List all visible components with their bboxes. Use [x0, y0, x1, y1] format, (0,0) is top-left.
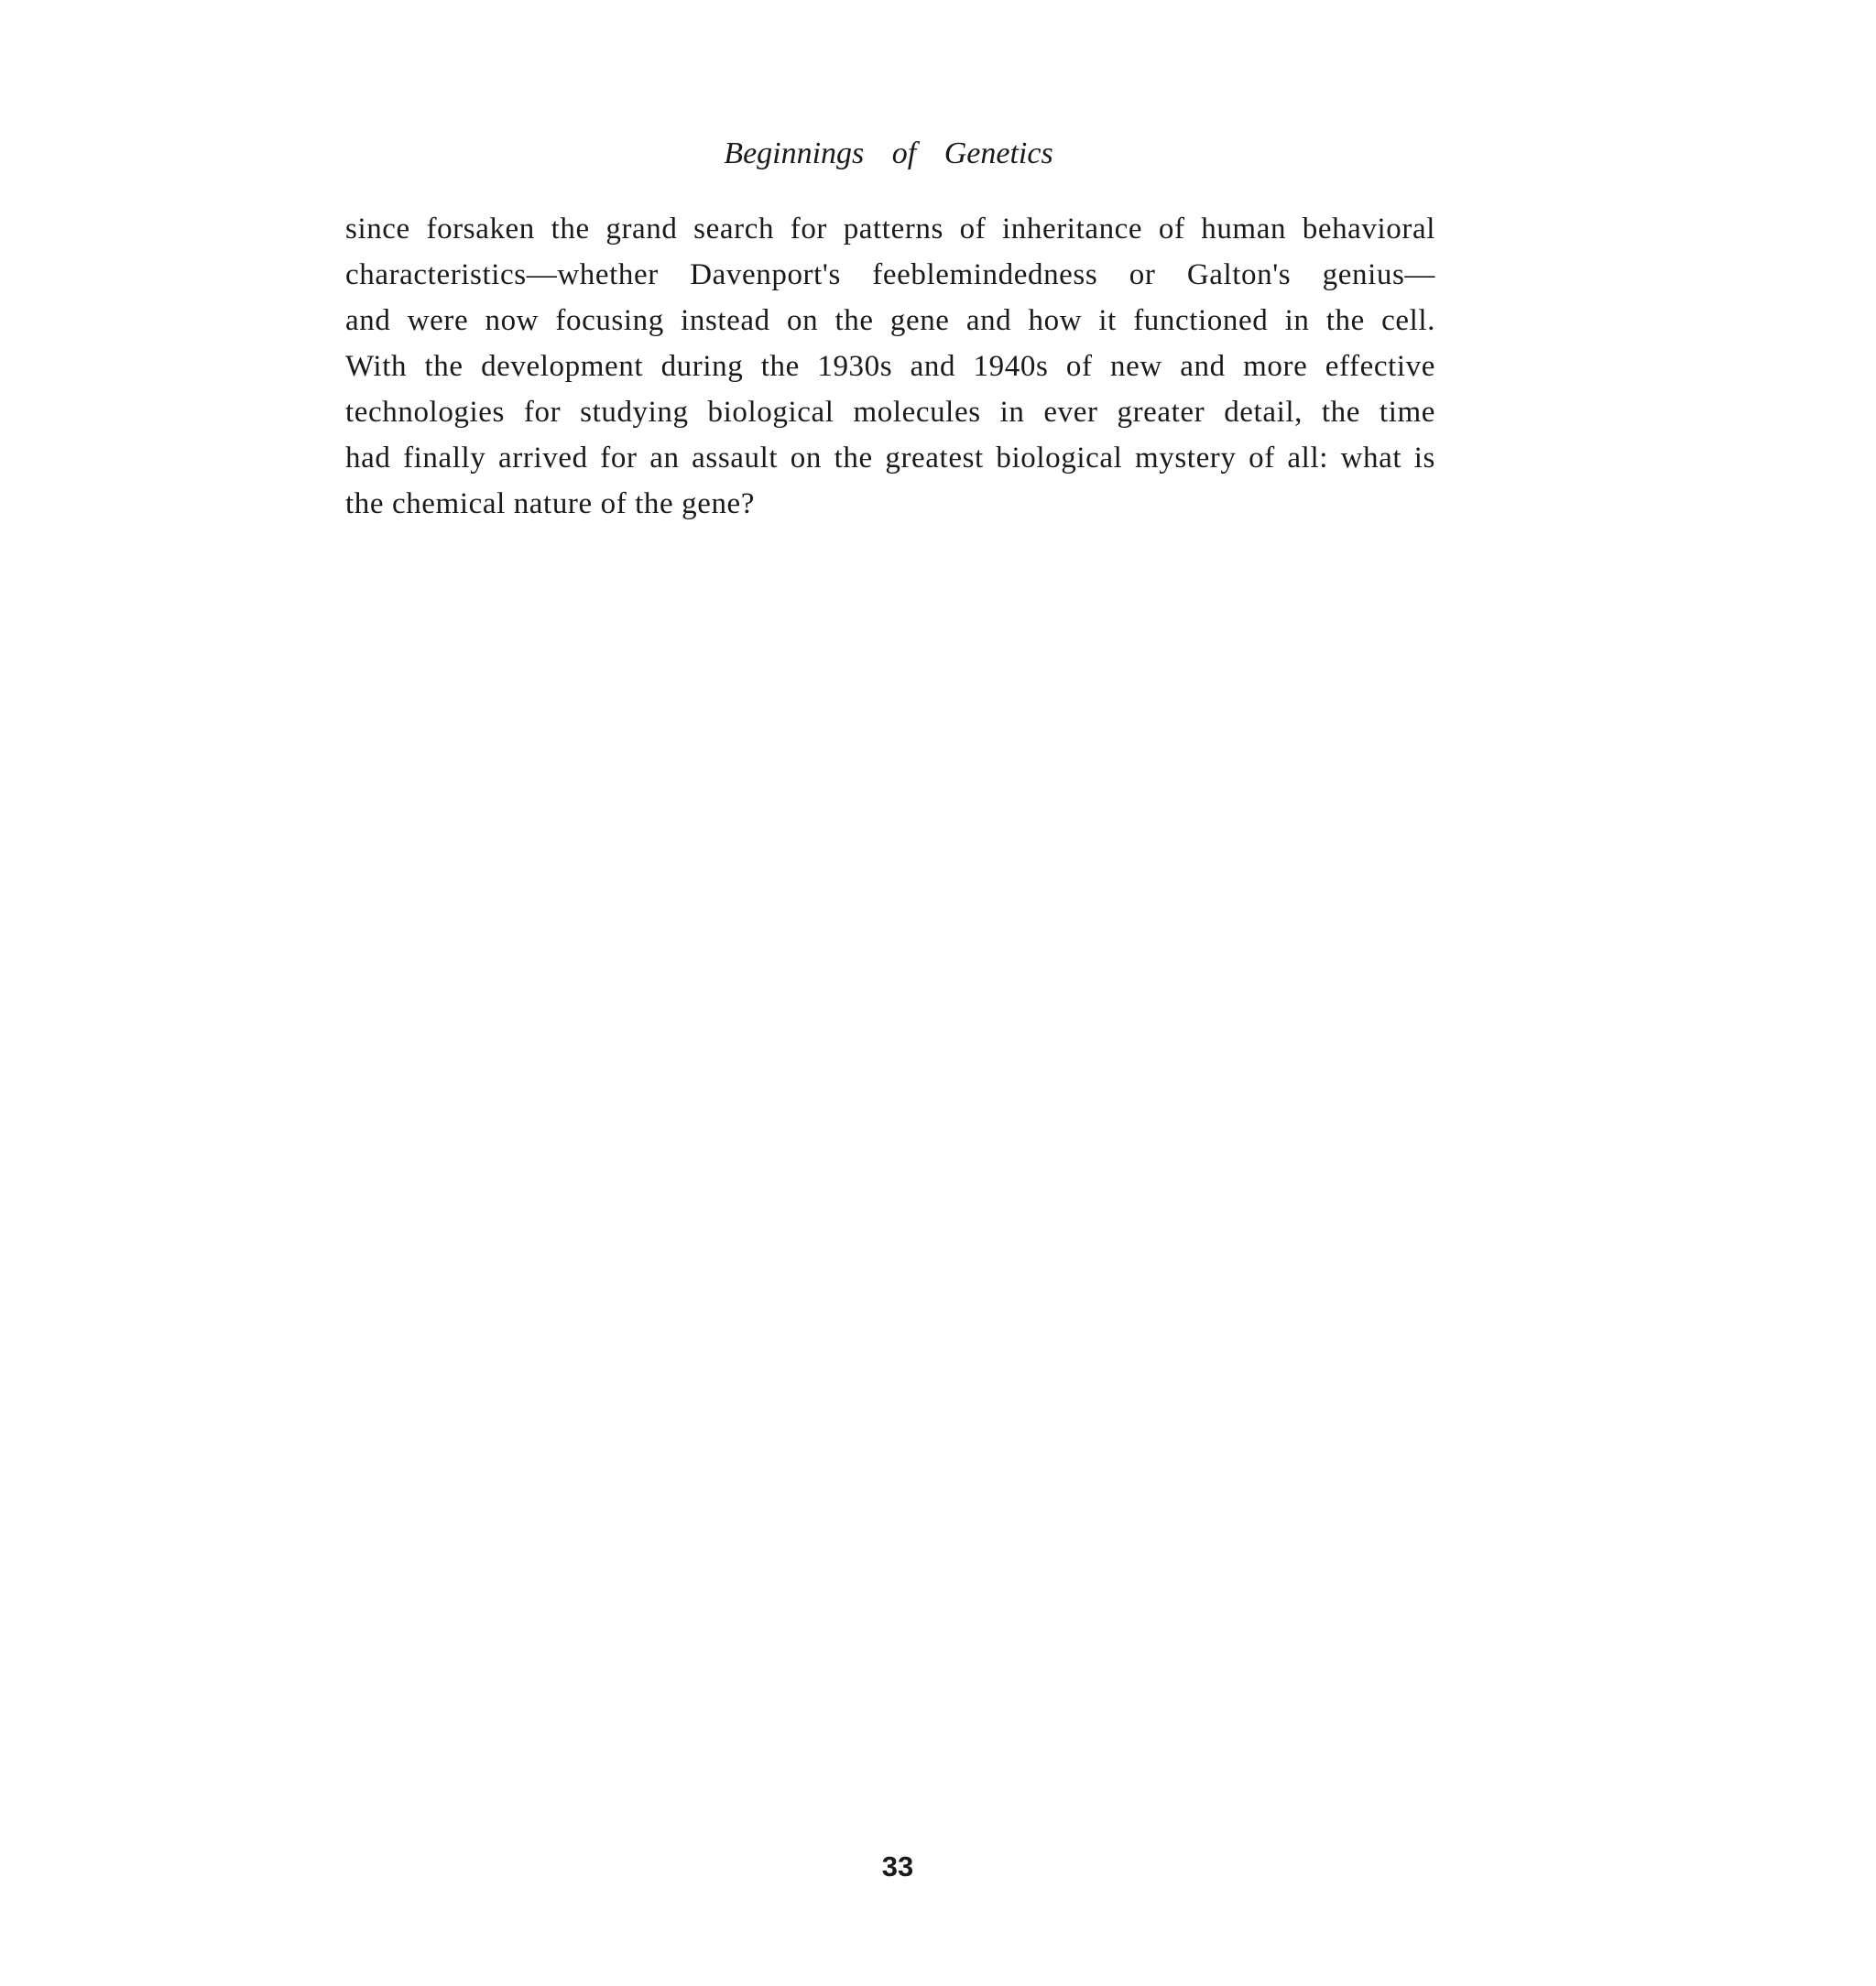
text-line: since forsaken the grand search for patterns of inheritance of human behavioral	[345, 213, 1435, 246]
text-line: characteristics—whether Davenport's feeblemindedness or Galton's genius—	[345, 258, 1435, 291]
text-line: With the development during the 1930s and 1940s of new and more effective	[345, 350, 1435, 383]
page-number: 33	[881, 1850, 914, 1882]
body-paragraph	[345, 206, 1435, 527]
text-line: had finally arrived for an assault on the greatest biological mystery of all: what is	[345, 442, 1435, 475]
text-line: technologies for studying biological molecules in ever greater detail, the time	[345, 396, 1435, 429]
text-line: and were now focusing instead on the gene and how it functioned in the cell.	[345, 304, 1435, 337]
text-line: the chemical nature of the gene?	[345, 487, 756, 520]
running-head: Beginnings of Genetics	[724, 136, 1053, 170]
